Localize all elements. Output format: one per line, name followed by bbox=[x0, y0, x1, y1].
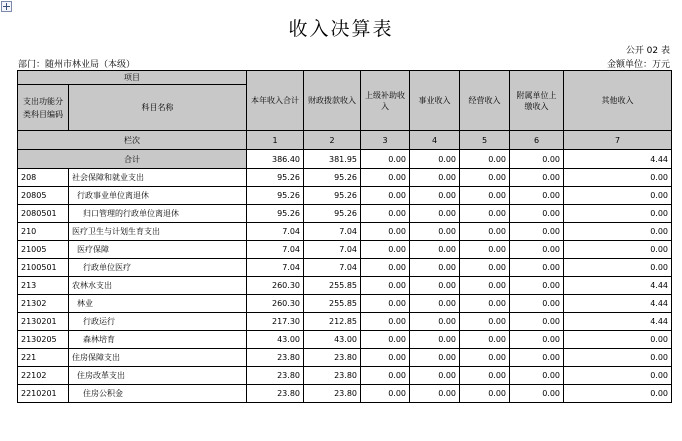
row-value-1: 95.26 bbox=[247, 187, 304, 205]
row-value-6: 0.00 bbox=[510, 241, 564, 259]
col-num-5: 5 bbox=[460, 131, 510, 150]
row-value-7: 0.00 bbox=[564, 385, 672, 403]
row-value-7: 0.00 bbox=[564, 331, 672, 349]
total-value-3: 0.00 bbox=[361, 150, 410, 169]
row-code: 2080501 bbox=[18, 205, 69, 223]
row-value-1: 7.04 bbox=[247, 259, 304, 277]
col-num-6: 6 bbox=[510, 131, 564, 150]
row-value-3: 0.00 bbox=[361, 313, 410, 331]
total-value-5: 0.00 bbox=[460, 150, 510, 169]
row-value-7: 0.00 bbox=[564, 187, 672, 205]
table-row bbox=[18, 385, 672, 403]
table-row bbox=[18, 313, 672, 331]
row-value-2: 95.26 bbox=[304, 187, 361, 205]
row-value-6: 0.00 bbox=[510, 277, 564, 295]
header-lanci: 栏次 bbox=[18, 131, 247, 150]
row-subject-name: 医疗保障 bbox=[69, 241, 247, 259]
row-value-4: 0.00 bbox=[410, 331, 460, 349]
row-value-4: 0.00 bbox=[410, 169, 460, 187]
row-subject-name: 森林培育 bbox=[69, 331, 247, 349]
row-value-4: 0.00 bbox=[410, 313, 460, 331]
row-subject-name: 住房保障支出 bbox=[69, 349, 247, 367]
row-value-5: 0.00 bbox=[460, 277, 510, 295]
income-table bbox=[17, 70, 672, 403]
expand-icon[interactable] bbox=[1, 1, 12, 12]
row-value-1: 23.80 bbox=[247, 349, 304, 367]
row-value-6: 0.00 bbox=[510, 187, 564, 205]
row-value-3: 0.00 bbox=[361, 295, 410, 313]
row-value-1: 23.80 bbox=[247, 367, 304, 385]
row-value-5: 0.00 bbox=[460, 187, 510, 205]
row-value-4: 0.00 bbox=[410, 223, 460, 241]
col-num-1: 1 bbox=[247, 131, 304, 150]
row-value-1: 217.30 bbox=[247, 313, 304, 331]
row-value-3: 0.00 bbox=[361, 367, 410, 385]
row-subject-name: 社会保障和就业支出 bbox=[69, 169, 247, 187]
row-value-1: 23.80 bbox=[247, 385, 304, 403]
row-value-2: 43.00 bbox=[304, 331, 361, 349]
total-label: 合计 bbox=[18, 150, 247, 169]
row-value-3: 0.00 bbox=[361, 223, 410, 241]
row-value-7: 4.44 bbox=[564, 313, 672, 331]
total-value-2: 381.95 bbox=[304, 150, 361, 169]
row-value-3: 0.00 bbox=[361, 349, 410, 367]
row-value-3: 0.00 bbox=[361, 241, 410, 259]
row-value-3: 0.00 bbox=[361, 385, 410, 403]
row-value-1: 260.30 bbox=[247, 277, 304, 295]
row-value-3: 0.00 bbox=[361, 331, 410, 349]
total-value-4: 0.00 bbox=[410, 150, 460, 169]
row-value-4: 0.00 bbox=[410, 187, 460, 205]
row-code: 21302 bbox=[18, 295, 69, 313]
row-value-7: 4.44 bbox=[564, 277, 672, 295]
col-num-3: 3 bbox=[361, 131, 410, 150]
table-row bbox=[18, 223, 672, 241]
col-num-2: 2 bbox=[304, 131, 361, 150]
row-value-1: 95.26 bbox=[247, 169, 304, 187]
row-value-5: 0.00 bbox=[460, 367, 510, 385]
row-value-2: 255.85 bbox=[304, 277, 361, 295]
row-value-1: 43.00 bbox=[247, 331, 304, 349]
row-subject-name: 行政单位医疗 bbox=[69, 259, 247, 277]
row-value-1: 7.04 bbox=[247, 223, 304, 241]
row-value-7: 0.00 bbox=[564, 259, 672, 277]
row-value-3: 0.00 bbox=[361, 187, 410, 205]
row-code: 22102 bbox=[18, 367, 69, 385]
row-value-4: 0.00 bbox=[410, 259, 460, 277]
table-row bbox=[18, 277, 672, 295]
header-superior-subsidy: 上级补助收入 bbox=[361, 71, 410, 131]
row-value-2: 7.04 bbox=[304, 259, 361, 277]
row-value-7: 0.00 bbox=[564, 169, 672, 187]
total-value-7: 4.44 bbox=[564, 150, 672, 169]
row-value-5: 0.00 bbox=[460, 385, 510, 403]
row-value-7: 4.44 bbox=[564, 295, 672, 313]
total-row bbox=[18, 150, 672, 169]
row-value-5: 0.00 bbox=[460, 169, 510, 187]
row-value-2: 95.26 bbox=[304, 205, 361, 223]
row-value-2: 7.04 bbox=[304, 223, 361, 241]
header-total-income: 本年收入合计 bbox=[247, 71, 304, 131]
table-row bbox=[18, 259, 672, 277]
total-value-1: 386.40 bbox=[247, 150, 304, 169]
row-value-3: 0.00 bbox=[361, 259, 410, 277]
row-value-3: 0.00 bbox=[361, 277, 410, 295]
row-value-2: 23.80 bbox=[304, 349, 361, 367]
page-title: 收入决算表 bbox=[288, 18, 394, 40]
total-value-6: 0.00 bbox=[510, 150, 564, 169]
row-code: 2130201 bbox=[18, 313, 69, 331]
row-value-6: 0.00 bbox=[510, 385, 564, 403]
row-value-5: 0.00 bbox=[460, 205, 510, 223]
header-project: 项目 bbox=[18, 71, 247, 85]
header-operating-income: 经营收入 bbox=[460, 71, 510, 131]
header-subject-name: 科目名称 bbox=[69, 85, 247, 131]
publication-code: 公开 02 表 bbox=[625, 46, 670, 56]
row-code: 208 bbox=[18, 169, 69, 187]
header-business-income: 事业收入 bbox=[410, 71, 460, 131]
header-function-code: 支出功能分类科目编码 bbox=[18, 85, 69, 131]
row-value-1: 260.30 bbox=[247, 295, 304, 313]
department-label: 部门：随州市林业局（本级） bbox=[18, 60, 136, 70]
row-value-7: 0.00 bbox=[564, 223, 672, 241]
row-code: 210 bbox=[18, 223, 69, 241]
row-value-7: 0.00 bbox=[564, 241, 672, 259]
row-value-6: 0.00 bbox=[510, 295, 564, 313]
row-value-5: 0.00 bbox=[460, 331, 510, 349]
row-value-4: 0.00 bbox=[410, 205, 460, 223]
row-value-6: 0.00 bbox=[510, 223, 564, 241]
row-subject-name: 农林水支出 bbox=[69, 277, 247, 295]
row-subject-name: 住房公积金 bbox=[69, 385, 247, 403]
table-row bbox=[18, 205, 672, 223]
row-value-6: 0.00 bbox=[510, 169, 564, 187]
table-row bbox=[18, 349, 672, 367]
table-row bbox=[18, 331, 672, 349]
table-row bbox=[18, 241, 672, 259]
row-value-5: 0.00 bbox=[460, 295, 510, 313]
row-value-3: 0.00 bbox=[361, 169, 410, 187]
row-value-4: 0.00 bbox=[410, 367, 460, 385]
row-value-2: 23.80 bbox=[304, 367, 361, 385]
row-value-5: 0.00 bbox=[460, 259, 510, 277]
row-value-5: 0.00 bbox=[460, 241, 510, 259]
row-code: 2130205 bbox=[18, 331, 69, 349]
row-subject-name: 归口管理的行政单位离退休 bbox=[69, 205, 247, 223]
row-value-6: 0.00 bbox=[510, 259, 564, 277]
row-subject-name: 医疗卫生与计划生育支出 bbox=[69, 223, 247, 241]
row-value-6: 0.00 bbox=[510, 313, 564, 331]
row-code: 213 bbox=[18, 277, 69, 295]
table-row bbox=[18, 187, 672, 205]
row-value-2: 23.80 bbox=[304, 385, 361, 403]
table-row bbox=[18, 367, 672, 385]
row-subject-name: 行政运行 bbox=[69, 313, 247, 331]
row-value-1: 7.04 bbox=[247, 241, 304, 259]
row-value-6: 0.00 bbox=[510, 367, 564, 385]
table-row bbox=[18, 295, 672, 313]
row-value-5: 0.00 bbox=[460, 349, 510, 367]
row-value-6: 0.00 bbox=[510, 205, 564, 223]
row-subject-name: 行政事业单位离退休 bbox=[69, 187, 247, 205]
row-subject-name: 住房改革支出 bbox=[69, 367, 247, 385]
row-code: 20805 bbox=[18, 187, 69, 205]
row-value-4: 0.00 bbox=[410, 295, 460, 313]
row-value-2: 7.04 bbox=[304, 241, 361, 259]
row-value-4: 0.00 bbox=[410, 277, 460, 295]
row-value-3: 0.00 bbox=[361, 205, 410, 223]
row-value-2: 255.85 bbox=[304, 295, 361, 313]
header-affiliated-units: 附属单位上缴收入 bbox=[510, 71, 564, 131]
row-code: 21005 bbox=[18, 241, 69, 259]
amount-unit-label: 金额单位：万元 bbox=[606, 60, 670, 70]
row-value-5: 0.00 bbox=[460, 223, 510, 241]
row-value-1: 95.26 bbox=[247, 205, 304, 223]
row-value-6: 0.00 bbox=[510, 331, 564, 349]
row-value-7: 0.00 bbox=[564, 349, 672, 367]
col-num-7: 7 bbox=[564, 131, 672, 150]
row-value-2: 95.26 bbox=[304, 169, 361, 187]
col-num-4: 4 bbox=[410, 131, 460, 150]
row-value-4: 0.00 bbox=[410, 349, 460, 367]
row-value-5: 0.00 bbox=[460, 313, 510, 331]
row-value-7: 0.00 bbox=[564, 205, 672, 223]
row-subject-name: 林业 bbox=[69, 295, 247, 313]
row-code: 2210201 bbox=[18, 385, 69, 403]
header-other-income: 其他收入 bbox=[564, 71, 672, 131]
row-value-6: 0.00 bbox=[510, 349, 564, 367]
row-value-4: 0.00 bbox=[410, 385, 460, 403]
row-value-4: 0.00 bbox=[410, 241, 460, 259]
row-value-2: 212.85 bbox=[304, 313, 361, 331]
header-fiscal-appropriation: 财政拨款收入 bbox=[304, 71, 361, 131]
row-value-7: 0.00 bbox=[564, 367, 672, 385]
row-code: 2100501 bbox=[18, 259, 69, 277]
row-code: 221 bbox=[18, 349, 69, 367]
table-row bbox=[18, 169, 672, 187]
